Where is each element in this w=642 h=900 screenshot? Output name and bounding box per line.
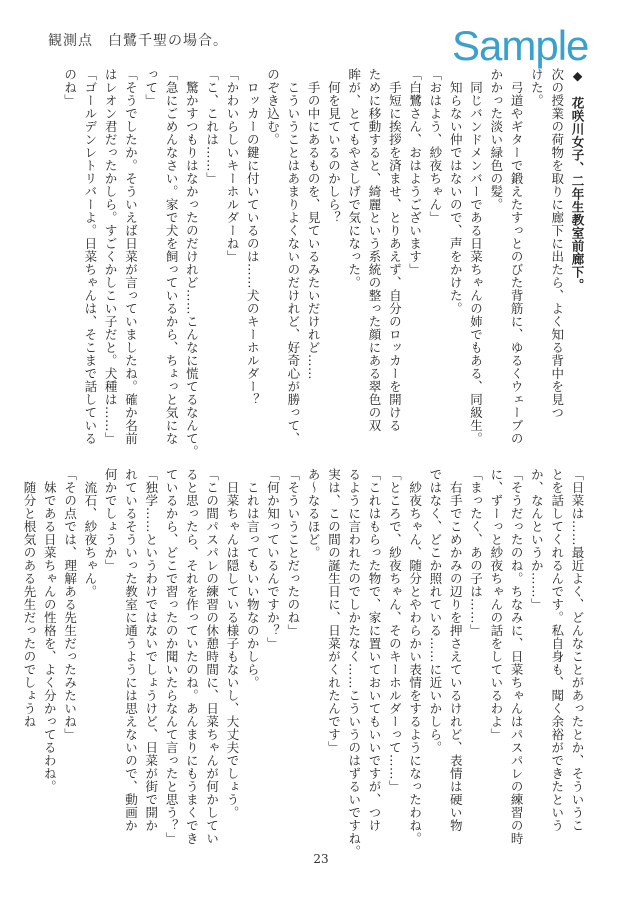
text-line: 随分と根気のある先生だったのでしょうね <box>21 468 37 728</box>
text-line: 「そうだったのね。ちなみに、日菜ちゃんはパスパレの練習の時 <box>509 468 525 845</box>
text-line: 「ゴールデンレトリバーよ。日菜ちゃんは、そこまで話している <box>82 68 98 445</box>
text-line: 「この間パスパレの練習の休憩時間に、日菜ちゃんが何かしてい <box>204 468 220 845</box>
text-line: ると思ったら、それを作っていたのね。あんまりにもうまくでき <box>184 468 200 845</box>
text-line: 何を見ているのかしら？ <box>326 68 342 224</box>
text-line: 「急にごめんなさい。家で犬を飼っているから、ちょっと気にな <box>164 68 180 445</box>
page-number: 23 <box>313 852 329 866</box>
text-line: はレオン君だったかしら。すごくかしこい子だと。犬種は……」 <box>103 68 119 445</box>
text-block-bottom <box>21 468 587 858</box>
text-line: 「かわいらしいキーホルダーね」 <box>224 68 240 263</box>
text-line: とを話してくれるんです。私自身も、聞く余裕ができたという <box>549 468 565 832</box>
sample-watermark: Sample <box>452 22 589 69</box>
text-line: か、なんというか……」 <box>529 468 545 611</box>
text-line: 手短に挨拶を済ませ、とりあえず、自分のロッカーを開ける <box>387 68 403 432</box>
text-line: 右手でこめかみの辺りを押さえているけれど、表情は硬い物 <box>448 468 464 832</box>
text-line: 手の中にあるものを、見ているみたいだけれど…… <box>306 68 322 380</box>
text-line: るように言われたのでしかたなく……こういうのはずるいですね。 <box>346 468 362 858</box>
text-line: 「まったく、あの子は……」 <box>468 468 484 637</box>
text-line: こういうことはあまりよくないのだけれど、好奇心が勝って、 <box>285 68 301 445</box>
text-line: 紗夜ちゃん、随分とやわらかい表情をするようになったわね。 <box>407 468 423 845</box>
text-line: ているから、どこで習ったのか聞いたらなんて言ったと思う？」 <box>164 468 180 845</box>
text-line: ではなく、どこか照れている……に近いかしら。 <box>427 468 443 754</box>
text-line: 「そうでしたか。そういえば日菜が言っていましたね。確か名前 <box>123 68 139 445</box>
text-line: けた。 <box>529 68 545 107</box>
text-line: これは言ってもいい物なのかしら。 <box>245 468 261 689</box>
text-line: かかった淡い緑色の髪。 <box>488 68 504 211</box>
text-line: 「ところで、紗夜ちゃん、そのキーホルダーって……」 <box>387 468 403 793</box>
text-line: のぞき込む。 <box>265 68 281 146</box>
text-line: 流石、紗夜ちゃん。 <box>82 468 98 598</box>
text-line: 「こ、これは……」 <box>204 68 220 185</box>
text-line: のね」 <box>62 68 78 107</box>
text-line: に、ずーっと紗夜ちゃんの話をしているわよ」 <box>488 468 504 741</box>
text-line: 弓道やギターで鍛えたすっとのびた背筋に、ゆるくウェーブの <box>509 68 525 445</box>
text-line: 妹である日菜ちゃんの性格を、よく分かってるわね。 <box>42 468 58 793</box>
text-line: 同じバンドメンバーである日菜ちゃんの姉でもある、同級生。 <box>468 68 484 445</box>
text-line: ために移動すると、綺麗という系統の整った顔にある翠色の双 <box>367 68 383 432</box>
text-block-top <box>62 68 587 458</box>
text-line: 「おはよう、紗夜ちゃん」 <box>427 68 443 224</box>
text-line: 「そういうことだったのね」 <box>285 468 301 637</box>
text-line: 知らない仲ではないので、声をかけた。 <box>448 68 464 315</box>
text-line: あ～なるほど。 <box>306 468 322 559</box>
text-line: 眸が、とてもやさしげで気になった。 <box>346 68 362 289</box>
text-line: 「その点では、理解ある先生だったみたいね」 <box>62 468 78 741</box>
text-line: 何かでしょうか」 <box>103 468 119 572</box>
text-line: 「何か知っているんですか？」 <box>265 468 281 650</box>
text-line: 「独学……というわけではないでしょうけど、日菜が街で開か <box>143 468 159 832</box>
text-line: 「これはもらった物で、家に置いておいてもいいですが、つけ <box>367 468 383 832</box>
text-line: ◆ 花咲川女子、二年生教室前廊下。 <box>570 68 585 292</box>
text-line: って」 <box>143 68 159 107</box>
text-line: 実は、この間の誕生日に、日菜がくれたんです」 <box>326 468 342 754</box>
text-line: 日菜ちゃんは隠している様子もないし、大丈夫でしょう。 <box>224 468 240 819</box>
text-line: 「日菜は……最近よく、どんなことがあったとか、そういうこ <box>570 468 585 832</box>
text-line: 「白鷺さん、おはようございます」 <box>407 68 423 276</box>
text-line: 驚かすつもりはなかったのだけれど……こんなに慌てるなんて。 <box>184 68 200 458</box>
text-line: ロッカーの鍵に付いているのは……犬のキーホルダー？ <box>245 68 261 406</box>
text-line: れているそういった教室に通うようには思えないので、動画か <box>123 468 139 832</box>
text-line: 次の授業の荷物を取りに廊下に出たら、よく知る背中を見つ <box>549 68 565 419</box>
page-header: 観測点 白鷺千聖の場合。 <box>48 33 228 49</box>
